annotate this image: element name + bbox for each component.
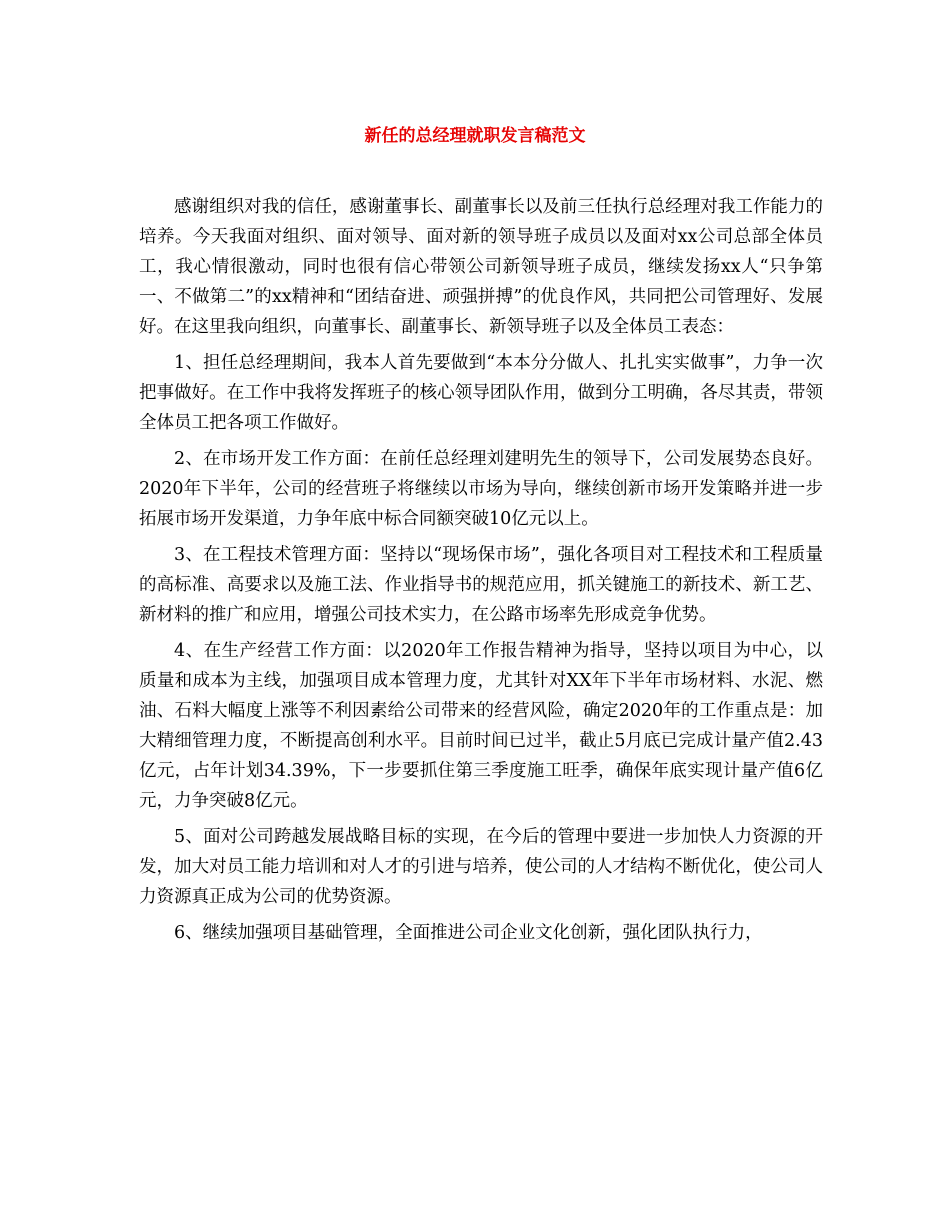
paragraph-item-6: 6、继续加强项目基础管理，全面推进公司企业文化创新，强化团队执行力， <box>174 923 763 943</box>
paragraph-item-2: 2、在市场开发工作方面：在前任总经理刘建明先生的领导下，公司发展势态良好。2020年下半年，公司的经营班子将继续以市场为导向，继续创新市场开发策略并进一步拓展市场开发渠道，力争年底中标合同额突破10亿元以上。 <box>139 449 823 529</box>
document-title: 新任的总经理就职发言稿范文 <box>364 126 586 146</box>
document-body <box>139 192 823 954</box>
paragraph-item-1: 1、担任总经理期间，我本人首先要做到“本本分分做人、扎扎实实做事”，力争一次把事做好。在工作中我将发挥班子的核心领导团队作用，做到分工明确，各尽其责，带领全体员工把各项工作做好。 <box>139 353 823 433</box>
paragraph-intro: 感谢组织对我的信任，感谢董事长、副董事长以及前三任执行总经理对我工作能力的培养。今天我面对组织、面对领导、面对新的领导班子成员以及面对xx公司总部全体员工，我心情很激动，同时也很有信心带领公司新领导班子成员，继续发扬xx人“只争第一、不做第二”的xx精神和“团结奋进、顽强拼搏”的优良作风，共同把公司管理好、发展好。在这里我向组织，向董事长、副董事长、新领导班子以及全体员工表态： <box>139 197 823 337</box>
paragraph-item-3: 3、在工程技术管理方面：坚持以“现场保市场”，强化各项目对工程技术和工程质量的高标准、高要求以及施工法、作业指导书的规范应用，抓关键施工的新技术、新工艺、新材料的推广和应用，增强公司技术实力，在公路市场率先形成竞争优势。 <box>139 545 823 625</box>
paragraph-item-5: 5、面对公司跨越发展战略目标的实现，在今后的管理中要进一步加快人力资源的开发，加大对员工能力培训和对人才的引进与培养，使公司的人才结构不断优化，使公司人力资源真正成为公司的优势资源。 <box>139 827 823 907</box>
paragraph-item-4: 4、在生产经营工作方面：以2020年工作报告精神为指导，坚持以项目为中心，以质量和成本为主线，加强项目成本管理力度，尤其针对XX年下半年市场材料、水泥、燃油、石料大幅度上涨等不利因素给公司带来的经营风险，确定2020年的工作重点是：加大精细管理力度，不断提高创利水平。目前时间已过半，截止5月底已完成计量产值2.43亿元，占年计划34.39%，下一步要抓住第三季度施工旺季，确保年底实现计量产值6亿元，力争突破8亿元。 <box>139 641 823 811</box>
